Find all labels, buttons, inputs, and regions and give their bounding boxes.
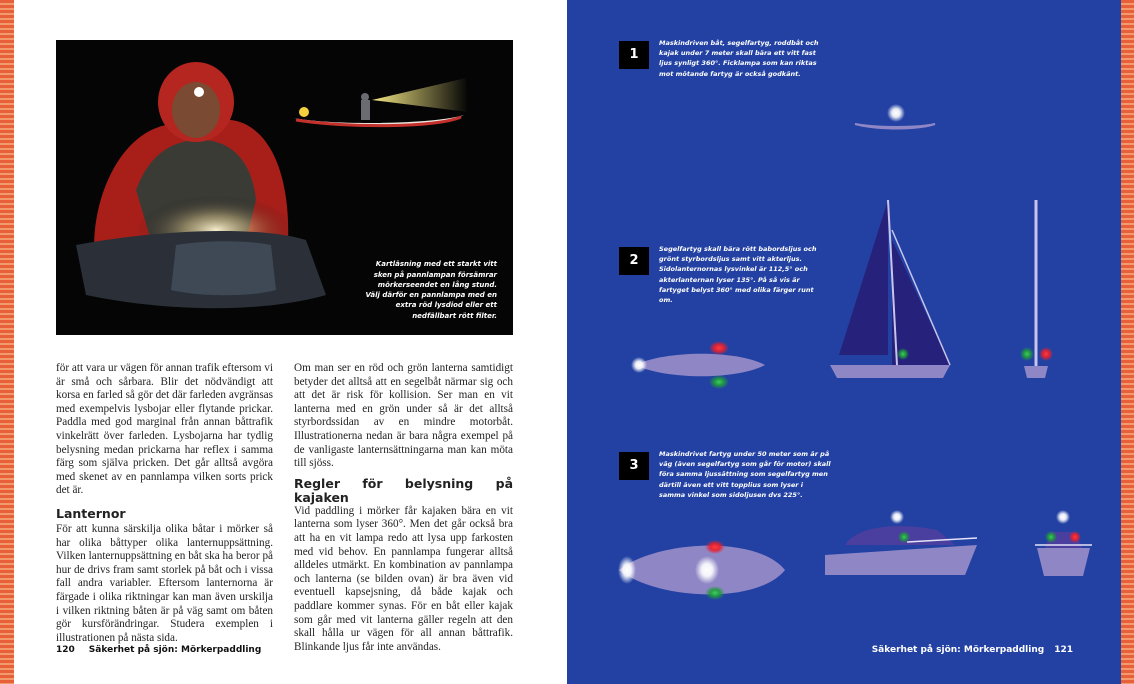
page-number: 120 — [56, 645, 75, 655]
page-edge-stripe-left — [0, 0, 14, 684]
rule-text-3: Maskindrivet fartyg under 50 meter som är på väg (även segelfartyg som går för motor) skall föra samma ljussättning som segelfartyg men därtill även ett vitt topplius som lyser i samma vinkel som sidoljusen dvs 225°. — [659, 450, 831, 499]
footer-left — [56, 645, 261, 655]
running-title: Säkerhet på sjön: Mörkerpaddling — [871, 645, 1045, 655]
paragraph: Vid paddling i mörker får kajaken bära en vit lanterna som lyser 360°. Men det går också bra att ha en vit lampa redo att lysa upp farkosten med vid behov. En pannlampa fungerar alltså alldeles utmärkt. En kombination av pannlampa och lanterna (se bilden ovan) är bra även vid eventuell kapsejsning, då både kajak och paddlare kommer synas. För en båt eller kajak som går med vit lanterna gäller regeln att den skall hålla ur vägen för all annan båttrafik. Blinkande ljus får inte användas. — [294, 504, 513, 653]
paragraph: För att kunna särskilja olika båtar i mörker så har olika båttyper olika lanternuppsättning. Vilken lanternuppsättning en båt ska ha beror på hur de drivs fram samt storlek på båt och i vissa fall andra variabler. Eftersom lanternorna är färgade i olika riktningar kan man även urskilja i vilken riktning båten är på väg samt om båten gör kursförändringar. Studera exemplen i illustrationen på nästa sida. — [56, 522, 273, 644]
photo-caption: Kartläsning med ett starkt vitt sken på pannlampan försämrar mörkerseendet en lång stund. Välj därför en pannlampa med en extra röd lysdiod eller ett nedfällbart rött filter. — [365, 260, 497, 320]
motorboat-illustration — [825, 510, 977, 575]
motorboat-front-illustration — [1035, 510, 1092, 576]
sailboat-front-illustration — [1020, 200, 1053, 378]
page-edge-stripe-right — [1121, 0, 1134, 684]
section-heading-regler: Regler för belysning på kajaken — [294, 475, 513, 505]
page-number: 121 — [1054, 645, 1073, 655]
lantern-illustrations — [567, 0, 1121, 684]
text-column-2 — [294, 362, 513, 654]
rule-number-2: 2 — [619, 247, 649, 275]
running-title: Säkerhet på sjön: Mörkerpaddling — [88, 645, 262, 655]
kayak-illustration — [855, 104, 935, 129]
kayak-top-illustration — [631, 341, 765, 389]
footer-right — [872, 645, 1073, 655]
paragraph: för att vara ur vägen för annan trafik eftersom vi är små och sårbara. Blir det nödvändigt att korsa en farled så gör det där farleden avgränsas med exempelvis lysbojar eller flytande prickar. Paddla med god marginal från annan båttrafik vinkelrätt över farleden. Lysbojarna har tydlig belysning medan prickarna har reflex i samma färg som själva pricken. Det går alltså avgöra med skenet av en pannlampa vilken sorts prick det är. — [56, 362, 273, 497]
rule-number-1: 1 — [619, 41, 649, 69]
rule-text-1: Maskindriven båt, segelfartyg, roddbåt och kajak under 7 meter skall bära ett vitt fast ljus synligt 360°. Ficklampa som kan riktas mot mötande fartyg är också godkänt. — [659, 39, 819, 78]
rule-number-3: 3 — [619, 452, 649, 480]
motorboat-top-illustration — [618, 540, 785, 600]
paragraph: Om man ser en röd och grön lanterna samtidigt betyder det alltså att en segelbåt närmar sig och att det är risk för kollision. Ser man en vit lanterna med en grön under så är det alltså styrbordssidan av en mindre motorbåt. Illustrationerna nedan är bara några exempel på de vanligaste lanternsättningarna man kan möta till sjöss. — [294, 362, 513, 470]
right-page — [567, 0, 1121, 684]
rule-text-2: Segelfartyg skall bära rött babordsljus och grönt styrbordsljus samt vitt akterljus. Sidolanternornas lysvinkel är 112,5° och akterlanternan lyser 135°. På så vis är fartyget belyst 360° med olika färger runt om. — [659, 245, 817, 305]
sailboat-illustration — [830, 200, 950, 378]
headlamp-photo — [56, 40, 513, 335]
text-column-1 — [56, 362, 273, 645]
section-heading-lanternor: Lanternor — [56, 505, 126, 521]
